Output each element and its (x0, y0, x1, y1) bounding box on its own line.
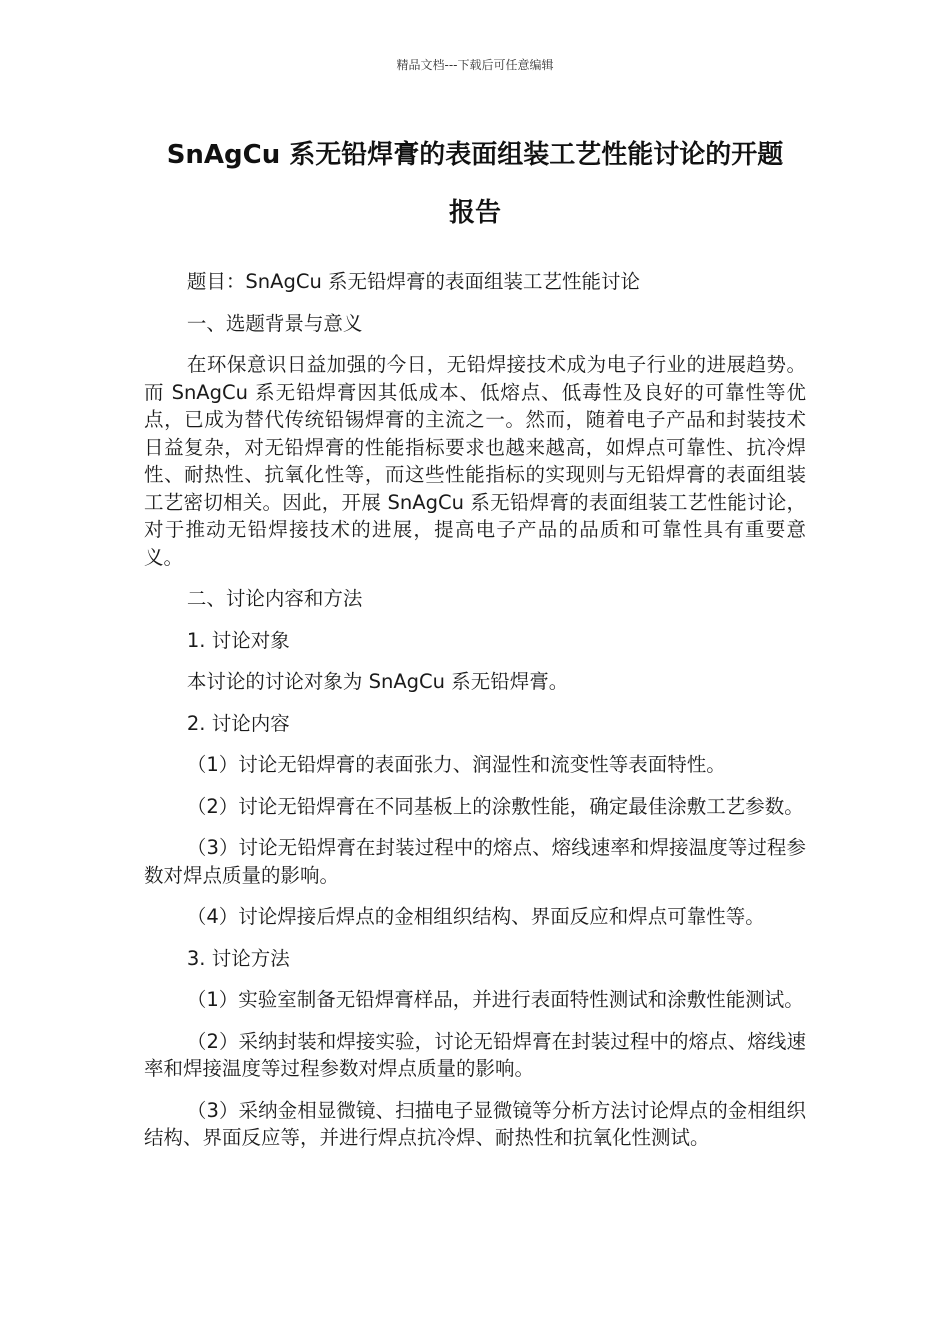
content-item-1: （1）讨论无铅焊膏的表面张力、润湿性和流变性等表面特性。 (186, 753, 726, 776)
object-paragraph: 本讨论的讨论对象为 SnAgCu 系无铅焊膏。 (186, 670, 569, 693)
content-item-4: （4）讨论焊接后焊点的金相组织结构、界面反应和焊点可靠性等。 (186, 905, 765, 928)
method-item-1: （1）实验室制备无铅焊膏样品，并进行表面特性测试和涂敷性能测试。 (186, 988, 804, 1011)
content-item-3: （3）讨论无铅焊膏在封装过程中的熔点、熔线速率和焊接温度等过程参数对焊点质量的影响。 (144, 836, 806, 887)
section-heading-content-method: 二、讨论内容和方法 (186, 587, 363, 610)
method-item-2: （2）采纳封装和焊接实验，讨论无铅焊膏在封装过程中的熔点、熔线速率和焊接温度等过程参数对焊点质量的影响。 (144, 1029, 806, 1080)
document-body (144, 268, 806, 1166)
page-header: 精品文档---下载后可任意编辑 (396, 58, 554, 72)
subheading-content: 2. 讨论内容 (186, 711, 290, 735)
document-title (140, 126, 810, 242)
subheading-object: 1. 讨论对象 (186, 628, 290, 652)
method-item-3: （3）采纳金相显微镜、扫描电子显微镜等分析方法讨论焊点的金相组织结构、界面反应等，并进行焊点抗冷焊、耐热性和抗氧化性测试。 (144, 1098, 806, 1149)
section-heading-background: 一、选题背景与意义 (186, 311, 363, 335)
title-line-2: 报告 (448, 198, 501, 228)
background-paragraph: 在环保意识日益加强的今日，无铅焊接技术成为电子行业的进展趋势。而 SnAgCu 系无铅焊膏因其低成本、低熔点、低毒性及良好的可靠性等优点，已成为替代传统铅锡焊膏的主流之一。然而，随着电子产品和封装技术日益复杂，对无铅焊膏的性能指标要求也越来越高，如焊点可靠性、抗冷焊性、耐热性、抗氧化性等，而这些性能指标的实现则与无铅焊膏的表面组装工艺密切相关。因此，开展 SnAgCu 系无铅焊膏的表面组装工艺性能讨论，对于推动无铅焊接技术的进展，提高电子产品的品质和可靠性具有重要意义。 (144, 353, 806, 569)
content-item-2: （2）讨论无铅焊膏在不同基板上的涂敷性能，确定最佳涂敷工艺参数。 (186, 794, 804, 818)
topic-line: 题目：SnAgCu 系无铅焊膏的表面组装工艺性能讨论 (186, 270, 641, 293)
title-line-1: SnAgCu 系无铅焊膏的表面组装工艺性能讨论的开题 (166, 140, 784, 170)
subheading-method: 3. 讨论方法 (186, 946, 290, 970)
